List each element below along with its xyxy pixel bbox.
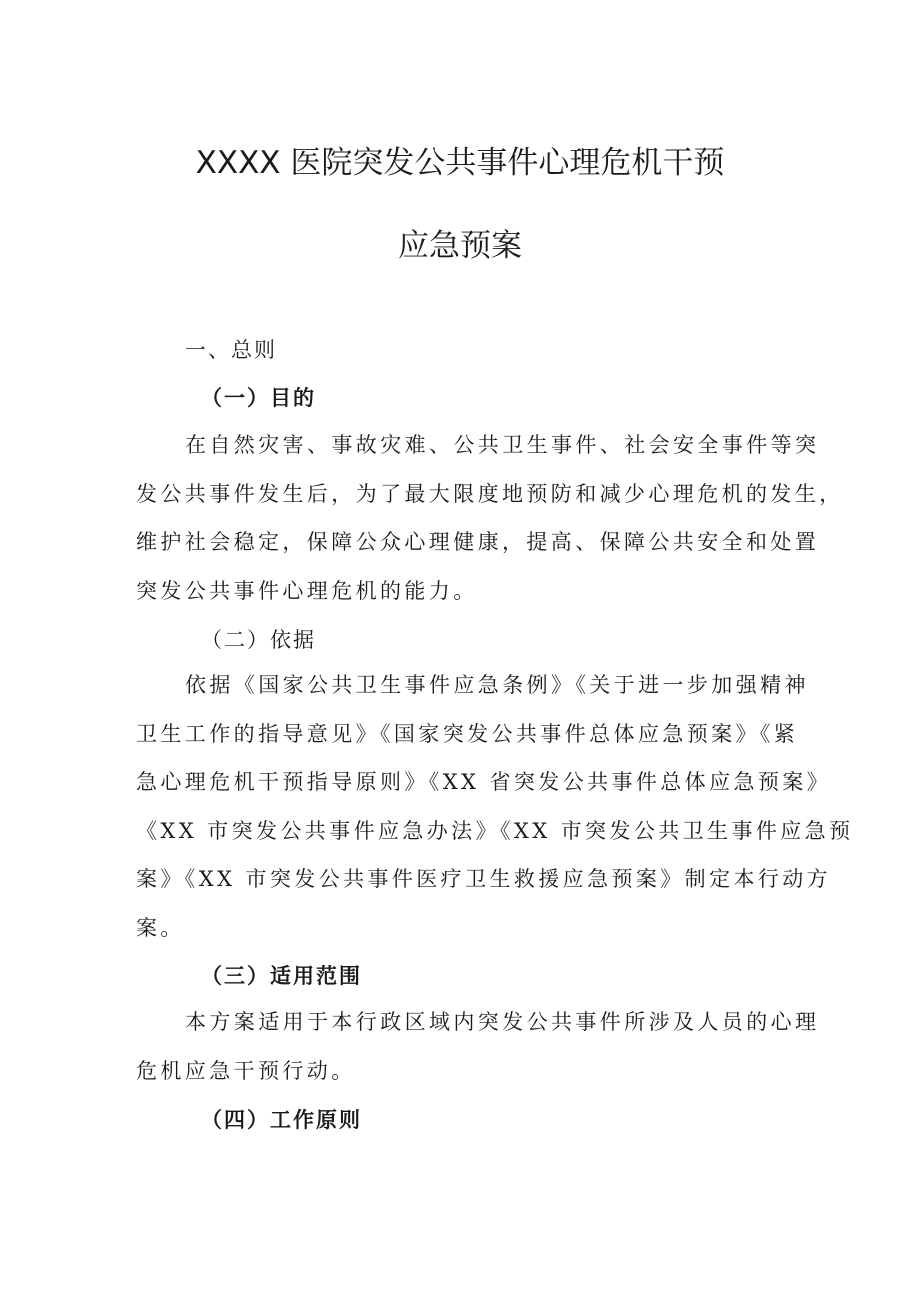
paragraph-line: 发公共事件发生后，为了最大限度地预防和减少心理危机的发生， xyxy=(136,481,844,506)
paragraph-line: 在自然灾害、事故灾难、公共卫生事件、社会安全事件等突 xyxy=(185,433,820,457)
section-heading-general: 一、总则 xyxy=(185,338,277,362)
paragraph-line: 突发公共事件心理危机的能力。 xyxy=(136,578,478,603)
paragraph-purpose xyxy=(136,421,844,615)
subsection-heading-basis: （二）依据 xyxy=(201,628,316,652)
paragraph-line: 案》《XX 市突发公共事件医疗卫生救援应急预案》制定本行动方 xyxy=(136,867,832,891)
paragraph-line: 案。 xyxy=(136,915,185,940)
paragraph-scope xyxy=(136,998,820,1095)
paragraph-line: 危机应急干预行动。 xyxy=(136,1058,356,1083)
subsection-heading-purpose: （一）目的 xyxy=(201,385,316,410)
paragraph-line: 《XX 市突发公共事件应急办法》《XX 市突发公共卫生事件应急预 xyxy=(136,818,854,843)
paragraph-line: 维护社会稳定，保障公众心理健康，提高、保障公共安全和处置 xyxy=(136,530,820,554)
paragraph-line: 急心理危机干预指导原则》《XX 省突发公共事件总体应急预案》 xyxy=(136,770,832,794)
subsection-heading-principles: （四）工作原则 xyxy=(201,1107,362,1132)
document-title-line2: 应急预案 xyxy=(398,228,522,264)
paragraph-line: 依据《国家公共卫生事件应急条例》《关于进一步加强精神 xyxy=(185,673,809,697)
subsection-heading-scope: （三）适用范围 xyxy=(201,963,362,988)
paragraph-line: 本方案适用于本行政区域内突发公共事件所涉及人员的心理 xyxy=(185,1010,820,1034)
paragraph-basis xyxy=(136,661,854,952)
paragraph-line: 卫生工作的指导意见》《国家突发公共事件总体应急预案》《紧 xyxy=(136,721,799,746)
document-title-line1: XXXX 医院突发公共事件心理危机干预 xyxy=(195,145,725,181)
